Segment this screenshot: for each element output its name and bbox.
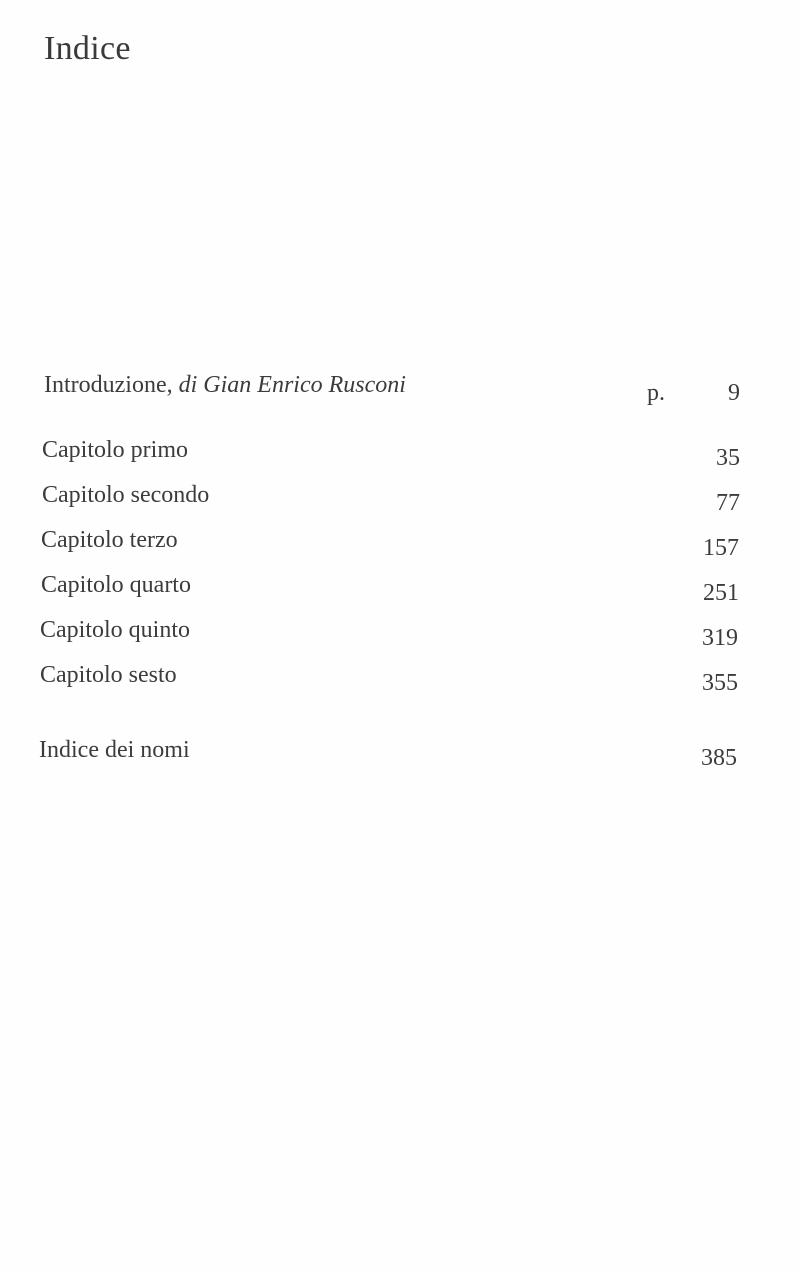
toc-entry-label: Indice dei nomi xyxy=(39,737,190,763)
introduction-author: di Gian Enrico Rusconi xyxy=(178,372,406,398)
toc-entry-index-of-names[interactable] xyxy=(39,733,739,771)
toc-entry-label: Capitolo primo xyxy=(42,437,188,463)
toc-entry-label: Capitolo secondo xyxy=(42,482,210,508)
toc-entry-label xyxy=(44,368,406,402)
toc-entry-label: Capitolo quinto xyxy=(40,617,190,643)
toc-page-number: 35 xyxy=(716,445,740,471)
toc-entry-label: Capitolo sesto xyxy=(40,662,177,688)
toc-page-number: 77 xyxy=(716,490,740,516)
introduction-label: Introduzione, xyxy=(44,372,173,398)
toc-entry-label: Capitolo quarto xyxy=(41,572,191,598)
toc-entry-chapter-3[interactable] xyxy=(41,523,741,561)
toc-entry-chapter-1[interactable] xyxy=(42,433,742,471)
toc-page-number: 157 xyxy=(703,535,739,561)
toc-page-number: 319 xyxy=(702,625,738,651)
toc-page-number: 355 xyxy=(702,670,738,696)
toc-page-number: 385 xyxy=(701,745,737,771)
toc-entry-chapter-4[interactable] xyxy=(41,568,741,606)
toc-page-number: 9 xyxy=(728,380,740,406)
toc-entry-label: Capitolo terzo xyxy=(41,527,178,553)
toc-entry-chapter-2[interactable] xyxy=(42,478,742,516)
page-title: Indice xyxy=(44,30,131,67)
toc-entry-introduction[interactable] xyxy=(44,368,744,402)
toc-entry-chapter-6[interactable] xyxy=(40,658,740,696)
toc-page-number: 251 xyxy=(703,580,739,606)
page-prefix: p. xyxy=(647,380,665,406)
toc-entry-chapter-5[interactable] xyxy=(40,613,740,651)
